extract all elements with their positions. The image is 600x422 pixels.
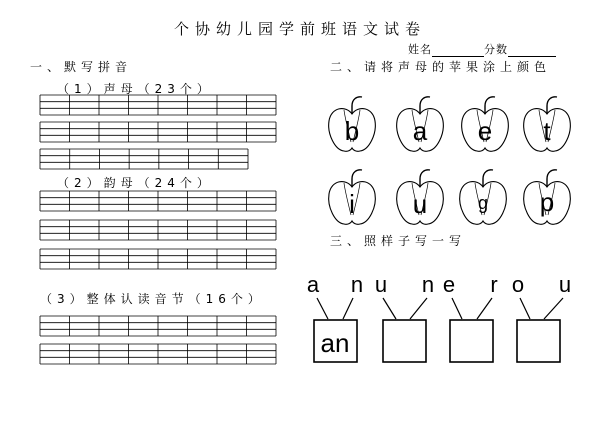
score-label: 分数 — [484, 43, 508, 56]
apple-letter-t: t — [543, 116, 551, 146]
example-answer: an — [320, 328, 350, 358]
apple-letter-a: a — [412, 116, 428, 146]
apple-letter-i: i — [349, 189, 355, 219]
apple-letter-u: u — [412, 189, 428, 219]
apple-letter-g: g — [477, 193, 489, 213]
answer-box-2[interactable] — [450, 320, 493, 362]
section2-heading: 二、请将声母的苹果涂上颜色 — [330, 60, 552, 74]
section1-heading: 一、默写拼音 — [30, 60, 133, 74]
answer-box-1[interactable] — [383, 320, 426, 362]
letter-a: a — [306, 272, 320, 297]
letter-r: r — [490, 272, 498, 297]
section1-part1-label: （1）声母（23个） — [57, 82, 214, 96]
apple-letter-p: p — [539, 187, 555, 217]
letter-o: o — [511, 272, 525, 297]
section1-part2-label: （2）韵母（24个） — [57, 176, 214, 190]
section1-part3-label: （3）整体认读音节（16个） — [40, 292, 265, 306]
letter-u: u — [374, 272, 388, 297]
letter-n: n — [350, 272, 364, 297]
letter-u: u — [558, 272, 572, 297]
name-label: 姓名 — [408, 43, 432, 56]
page-title: 个协幼儿园学前班语文试卷 — [173, 20, 426, 38]
apple-letter-b: b — [344, 116, 360, 146]
letter-n: n — [421, 272, 435, 297]
apple-letter-e: e — [477, 116, 493, 146]
section3-heading: 三、照样子写一写 — [330, 234, 467, 248]
letter-e: e — [442, 272, 456, 297]
answer-box-3[interactable] — [517, 320, 560, 362]
